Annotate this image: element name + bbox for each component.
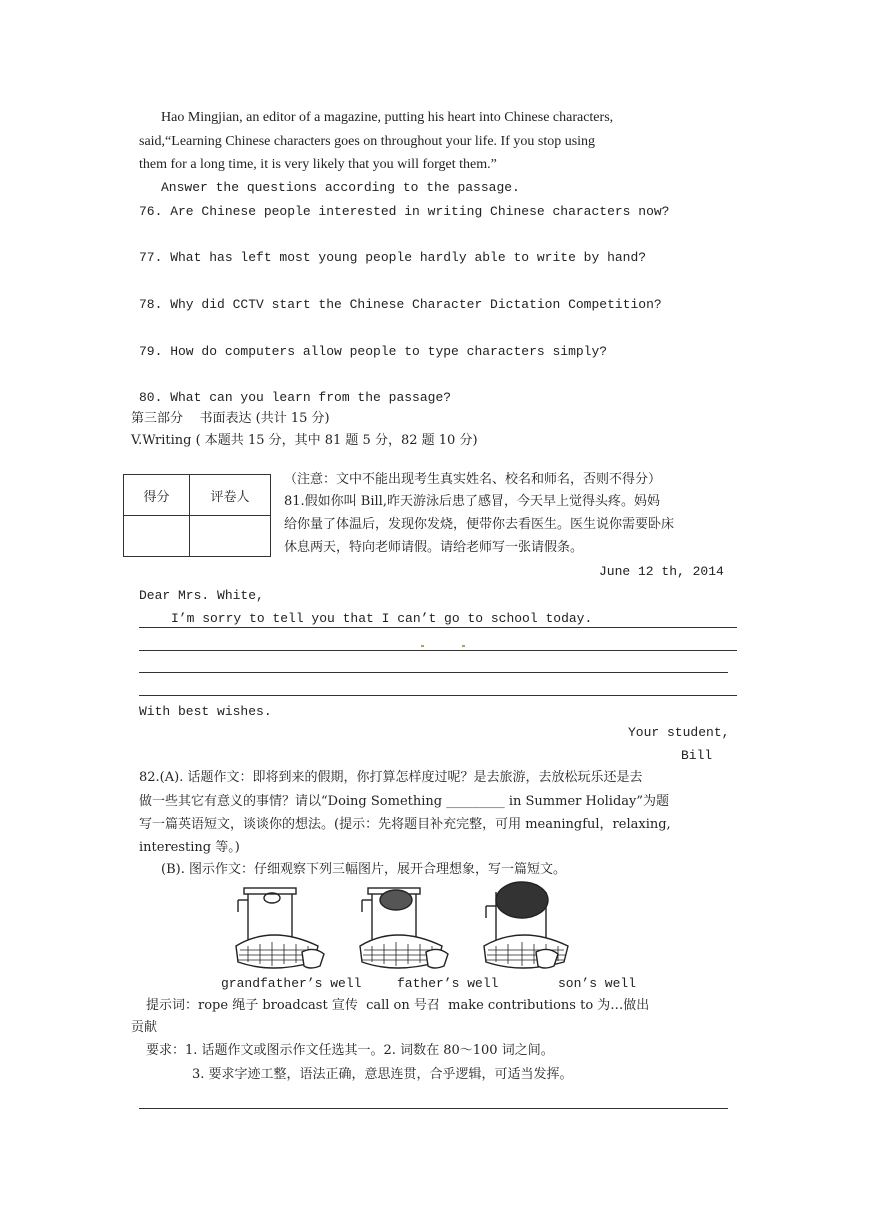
answer-line[interactable] bbox=[139, 627, 737, 628]
question-78: 78. Why did CCTV start the Chinese Character Dictation Competition? bbox=[139, 297, 662, 312]
letter-signoff: Your student, bbox=[628, 725, 730, 740]
score-cell bbox=[124, 516, 190, 557]
hint-words-line-1: 提示词：rope 绳子 broadcast 宣传 call on 号召 make contributions to 为…做出 bbox=[146, 998, 650, 1013]
father-well-image bbox=[352, 884, 452, 970]
score-header: 得分 bbox=[124, 475, 190, 516]
letter-greeting: Dear Mrs. White, bbox=[139, 588, 264, 603]
hint-words-line-2: 贡献 bbox=[131, 1020, 158, 1035]
grader-header: 评卷人 bbox=[190, 475, 271, 516]
answer-line[interactable] bbox=[139, 650, 737, 651]
caption-son-well: son’s well bbox=[558, 976, 637, 991]
part3-title: 第三部分 书面表达 (共计 15 分) bbox=[131, 411, 330, 426]
question-79: 79. How do computers allow people to type characters simply? bbox=[139, 344, 608, 359]
letter-date: June 12 th, 2014 bbox=[599, 564, 724, 579]
q82a-line-4: interesting 等。) bbox=[139, 840, 240, 855]
q82b-line: (B). 图示作文：仔细观察下列三幅图片，展开合理想象，写一篇短文。 bbox=[161, 862, 566, 877]
caption-grandfather-well: grandfather’s well bbox=[221, 976, 362, 991]
q81-prompt-line-2: 给你量了体温后，发现你发烧，便带你去看医生。医生说你需要卧床 bbox=[284, 517, 675, 532]
q81-prompt-line-3: 休息两天，特向老师请假。请给老师写一张请假条。 bbox=[284, 540, 584, 555]
requirements-line-1: 要求：1. 话题作文或图示作文任选其一。2. 词数在 80～100 词之间。 bbox=[146, 1043, 554, 1058]
q82a-line-2: 做一些其它有意义的事情？请以“Doing Something _________ in Summer Holiday”为题 bbox=[139, 794, 670, 809]
question-80: 80. What can you learn from the passage? bbox=[139, 390, 452, 405]
q82a-line-3: 写一篇英语短文，谈谈你的想法。(提示：先将题目补充完整，可用 meaningful，relaxing, bbox=[139, 817, 671, 832]
answer-line[interactable] bbox=[139, 1108, 728, 1109]
q81-note: （注意：文中不能出现考生真实姓名、校名和师名，否则不得分） bbox=[284, 472, 662, 487]
letter-name: Bill bbox=[681, 748, 713, 763]
letter-closing: With best wishes. bbox=[139, 704, 272, 719]
question-76: 76. Are Chinese people interested in writing Chinese characters now? bbox=[139, 204, 670, 219]
passage-instruction: Answer the questions according to the passage. bbox=[161, 180, 520, 195]
question-77: 77. What has left most young people hardly able to write by hand? bbox=[139, 250, 647, 265]
ink-speck bbox=[421, 645, 424, 647]
requirements-line-2: 3. 要求字迹工整，语法正确，意思连贯，合乎逻辑，可适当发挥。 bbox=[192, 1067, 573, 1082]
ink-speck bbox=[462, 645, 465, 647]
answer-line[interactable] bbox=[139, 695, 737, 696]
grandfather-well-image bbox=[228, 884, 328, 970]
son-well-image bbox=[476, 880, 576, 970]
passage-line-1: Hao Mingjian, an editor of a magazine, putting his heart into Chinese characters, bbox=[161, 110, 614, 125]
score-table bbox=[123, 474, 271, 557]
q81-prompt-line-1: 81.假如你叫 Bill,昨天游泳后患了感冒，今天早上觉得头疼。妈妈 bbox=[284, 494, 660, 509]
answer-line[interactable] bbox=[139, 672, 728, 673]
grader-cell bbox=[190, 516, 271, 557]
passage-line-3: them for a long time, it is very likely that you will forget them.” bbox=[139, 157, 497, 172]
letter-opening: I’m sorry to tell you that I can’t go to school today. bbox=[171, 611, 593, 626]
q82a-line-1: 82.(A). 话题作文：即将到来的假期，你打算怎样度过呢？是去旅游，去放松玩乐还是去 bbox=[139, 770, 643, 785]
passage-line-2: said,“Learning Chinese characters goes on throughout your life. If you stop using bbox=[139, 134, 596, 149]
caption-father-well: father’s well bbox=[397, 976, 499, 991]
writing-section-title: V.Writing ( 本题共 15 分，其中 81 题 5 分，82 题 10 分) bbox=[131, 433, 478, 448]
